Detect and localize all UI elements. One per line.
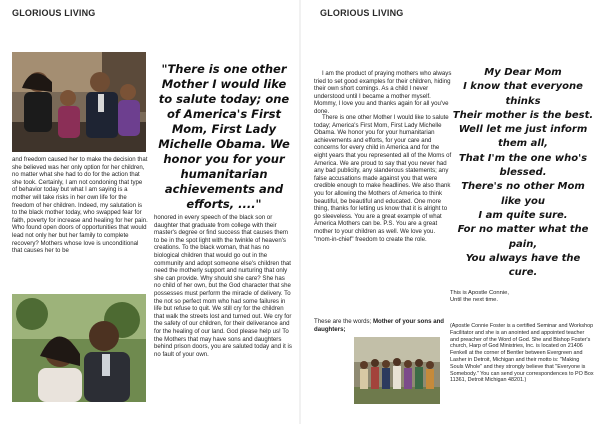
pull-quote: "There is one other Mother I would like to salute today; one of America's First Mom, First Lady Michelle Obama. We honor you for your humanitarian achievements and efforts, ....": [158, 62, 290, 211]
article-column-1: and freedom caused her to make the decision that she believed was her only option for her children, no matter what she had to do for the action that she took. Certainly, I am not condoning that type of behavior today but what I am saying is a mother will take risks in her own life for the freedom of her children. Indeed, my salutation is to the black mother today, who swapped fear for faith, poverty for increase and healing for her pain. Who found open doors of opportunities that would lead not only her but her family to complete recovery? Mothers whose love is unconditional that causes her to be: [12, 156, 148, 255]
signoff: [450, 290, 590, 304]
right-page: [300, 0, 600, 424]
family-photo-illustration: [12, 52, 146, 152]
page-header: GLORIOUS LIVING: [12, 8, 96, 18]
article-paragraph-3: [314, 318, 454, 333]
poem-text: My Dear Mom I know that everyone thinks Their mother is the best. Well let me just inform them all, That I'm the one who's blessed. There's no other Mom like you I am quite sure. For no matter what the pain, You always have the cure.: [452, 67, 594, 279]
article-paragraph-2: There is one other Mother I would like to salute today; America's First Mom, First Lady Michelle Obama. We honor you for your humanitarian achievements and efforts, for your care and concerns for every child in America and for the eight years that you represented all of the Moms of America. We are proud to say that you never had any bad publicity, any slanderous statements; any false accusations made against you that were credible enough to make headlines. We also thank you for allowing the Mothers of America to think beautiful, be beautiful and educated. One more thing, thanks for letting us know that it is alright to go sleeveless. You are a great example of what America Mothers can be. P.S. You are a great mother to your children as well. We love you. "mom-in-chief" freedom to create the role.: [314, 114, 452, 243]
closing-lead: These are the words;: [314, 318, 373, 325]
group-photo-illustration: [354, 337, 440, 404]
couple-photo-illustration: [12, 294, 146, 402]
page-header: GLORIOUS LIVING: [320, 8, 404, 18]
group-photo: [354, 337, 440, 404]
article-paragraph-1: I am the product of praying mothers who always tried to set good examples for their children, hiding their own short comings. As a child I never understood until I became a mother myself. Mommy, I love you and thanks again for all you've done.: [314, 70, 452, 115]
article-column-2: honored in every speech of the black son or daughter that graduate from college with their master's degree or find success that causes them to be in the spot light with the twinkle of heaven's creations. To the black woman, that has no biological children that would go out in the community and adopt someone else's children that need the motherly support and nurturing that only she can provide. Why should she care? She has no child of her own, but the God character that she possesses must perform the miracle of delivery. To the not so perfect mom who had some failures in life but refuse to quit. We still cry for the children that walk the streets lost and turned out. We cry for the safety of our children, for their deliverance and for the healing of our land. God please help us! To the Mothers that may have sons and daughters behind prison doors, you are saluted today and it is no fault of your own.: [154, 214, 292, 358]
author-bio: (Apostle Connie Foster is a certified Seminar and Workshop Facilitator and she is an anointed and appointed teacher and preacher of the Word of God. She and Bishop Foster's church, Harp of God Ministries, Inc. is located on 21406 Fenkell at the corner of Bentler between Evergreen and Lasher in Detroit, Michigan and their motto is: "Making Souls Whole" and they strongly believe that "Everyone is Somebody." You can send your correspondences to PO Box 11361, Detroit Michigan 48201.): [450, 323, 594, 384]
poem: [450, 66, 596, 280]
closing-bold: Mother of your sons and daughters;: [314, 318, 445, 333]
signoff-line-1: This is Apostle Connie,: [450, 290, 509, 296]
couple-photo: [12, 294, 146, 402]
family-photo: [12, 52, 146, 152]
signoff-line-2: Until the next time.: [450, 297, 499, 304]
